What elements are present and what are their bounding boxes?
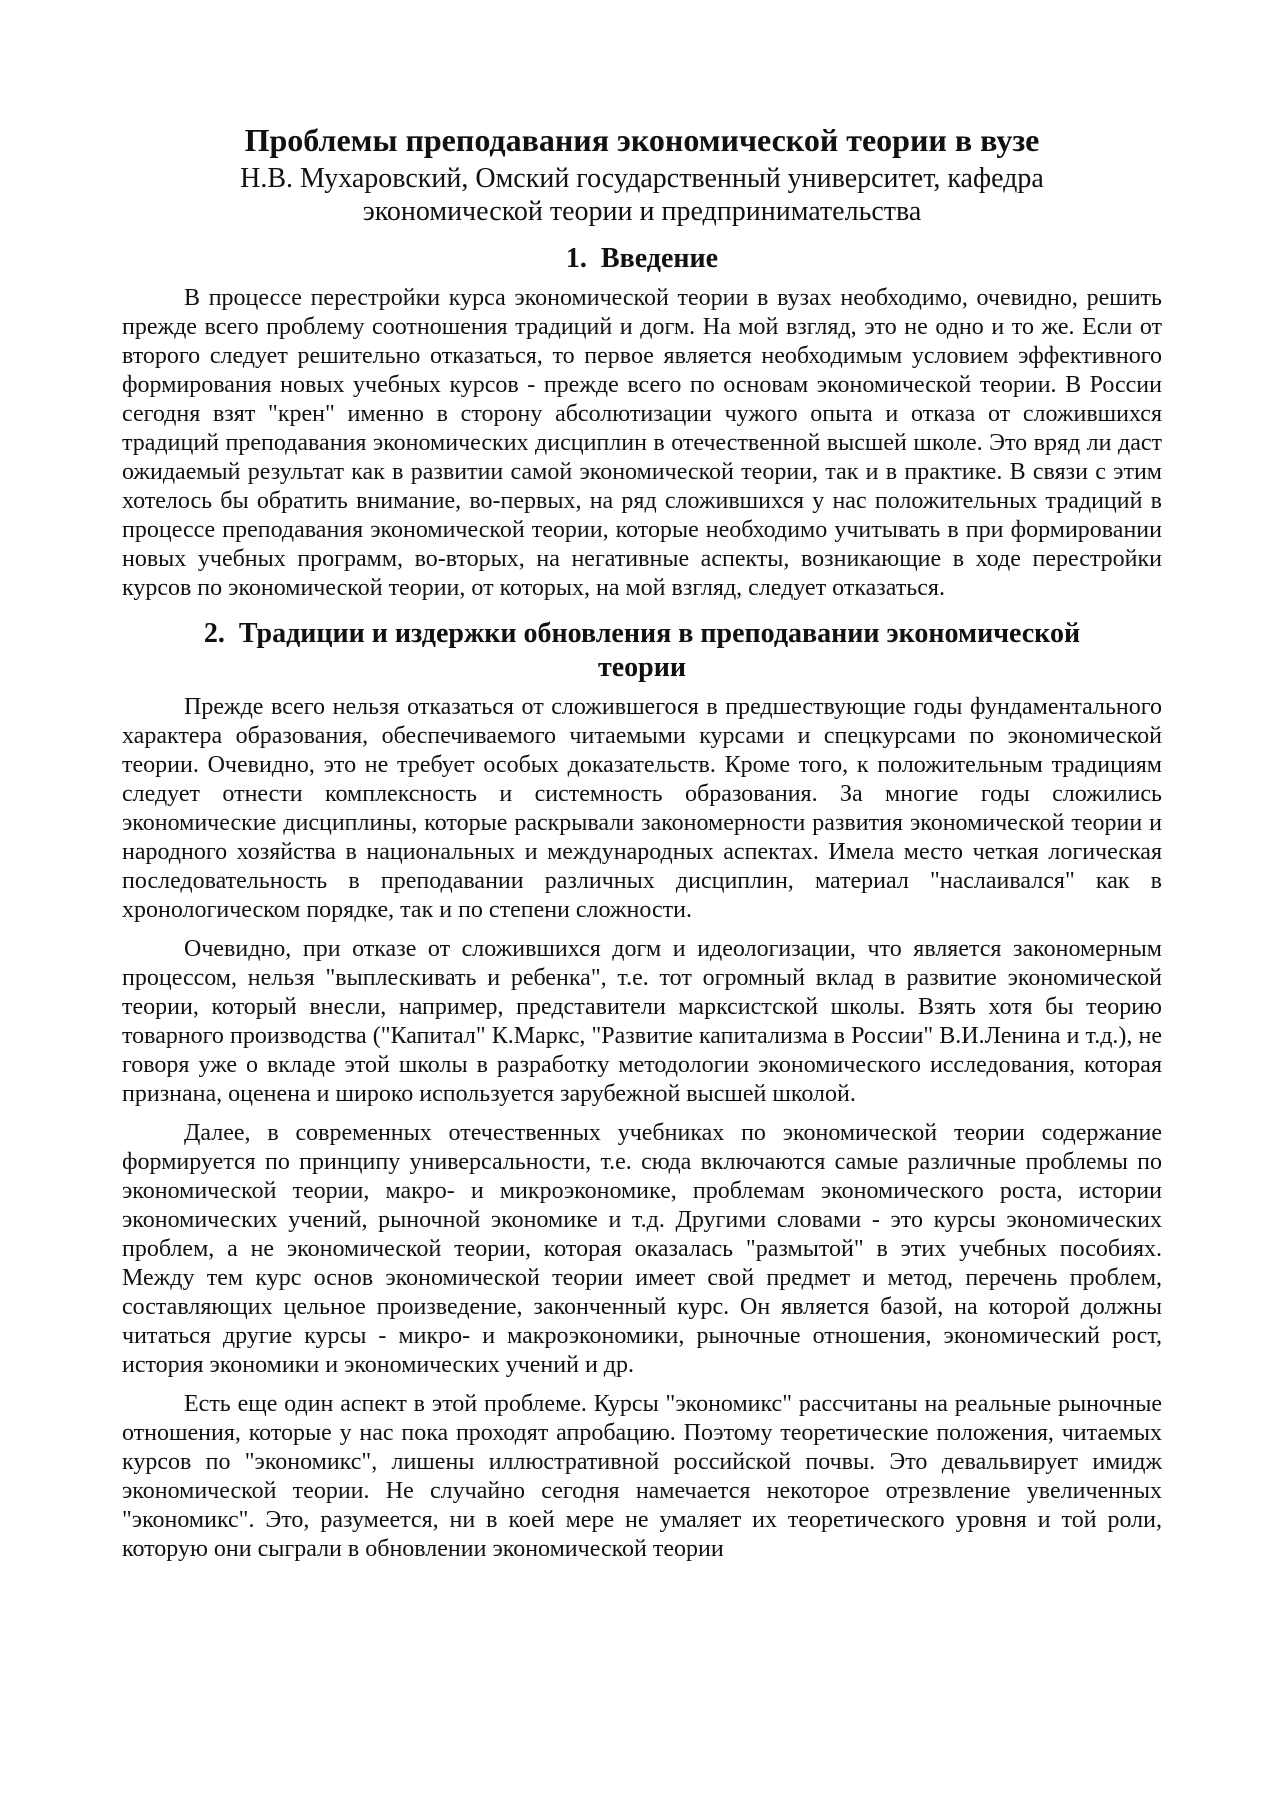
paragraph: Прежде всего нельзя отказаться от сложившегося в предшествующие годы фундаментального характера образования, обеспечиваемого читаемыми курсами и спецкурсами по экономической теории. Очевидно, это не требует особых доказательств. Кроме того, к положительным традициям следует отнести комплексность и системность образования. За многие годы сложились экономические дисциплины, которые раскрывали закономерности развития экономической теории и народного хозяйства в национальных и международных аспектах. Имела место четкая логическая последовательность в преподавании различных дисциплин, материал "наслаивался" как в хронологическом порядке, так и по степени сложности.	[122, 694, 1162, 923]
document-title: Проблемы преподавания экономической теории в вузе	[244, 122, 1040, 158]
section-introduction	[122, 242, 1162, 603]
section-title: Традиции и издержки обновления в преподавании экономической	[238, 618, 1081, 649]
paragraph: В процессе перестройки курса экономической теории в вузах необходимо, очевидно, решить прежде всего проблему соотношения традиций и догм. На мой взгляд, это не одно и то же. Если от второго следует решительно отказаться, то первое является необходимым условием эффективного формирования новых учебных курсов - прежде всего по основам экономической теории. В России сегодня взят "крен" именно в сторону абсолютизации чужого опыта и отказа от сложившихся традиций преподавания экономических дисциплин в отечественной высшей школе. Это вряд ли даст ожидаемый результат как в развитии самой экономической теории, так и в практике. В связи с этим хотелось бы обратить внимание, во-первых, на ряд сложившихся у нас положительных традиций в процессе преподавания экономической теории, которые необходимо учитывать в при формировании новых учебных программ, во-вторых, на негативные аспекты, возникающие в ходе перестройки курсов по экономической теории, от которых, на мой взгляд, следует отказаться.	[122, 285, 1162, 601]
affiliation-line: экономической теории и предпринимательства	[362, 196, 922, 227]
section-title: Введение	[600, 243, 719, 274]
section-title-continued: теории	[597, 652, 687, 683]
section-number: 1.	[565, 243, 587, 274]
section-heading	[122, 617, 1162, 685]
section-number: 2.	[203, 618, 225, 649]
section-traditions	[122, 617, 1162, 1564]
paragraph: Есть еще один аспект в этой проблеме. Курсы "экономикс" рассчитаны на реальные рыночные отношения, которые у нас пока проходят апробацию. Поэтому теоретические положения, читаемых курсов по "экономикс", лишены иллюстративной российской почвы. Это девальвирует имидж экономической теории. Не случайно сегодня намечается некоторое отрезвление увеличенных "экономикс". Это, разумеется, ни в коей мере не умаляет их теоретического уровня и той роли, которую они сыграли в обновлении экономической теории	[122, 1391, 1162, 1562]
document-page	[122, 120, 1162, 1574]
author-line: Н.В. Мухаровский, Омский государственный университет, кафедра	[240, 163, 1044, 194]
paragraph: Далее, в современных отечественных учебниках по экономической теории содержание формируется по принципу универсальности, т.е. сюда включаются самые различные проблемы по экономической теории, макро- и микроэкономике, проблемам экономического роста, истории экономических учений, рыночной экономике и т.д. Другими словами - это курсы экономических проблем, а не экономической теории, которая оказалась "размытой" в этих учебных пособиях. Между тем курс основ экономической теории имеет свой предмет и метод, перечень проблем, составляющих цельное произведение, законченный курс. Он является базой, на которой должны читаться другие курсы - микро- и макроэкономики, рыночные отношения, экономический рост, история экономики и экономических учений и др.	[122, 1120, 1162, 1378]
paragraph: Очевидно, при отказе от сложившихся догм и идеологизации, что является закономерным процессом, нельзя "выплескивать и ребенка", т.е. тот огромный вклад в развитие экономической теории, который внесли, например, представители марксистской школы. Взять хотя бы теорию товарного производства ("Капитал" К.Маркс, "Развитие капитализма в России" В.И.Ленина и т.д.), не говоря уже о вкладе этой школы в разработку методологии экономического исследования, которая признана, оценена и широко используется зарубежной высшей школой.	[122, 936, 1162, 1107]
section-heading	[122, 242, 1162, 276]
